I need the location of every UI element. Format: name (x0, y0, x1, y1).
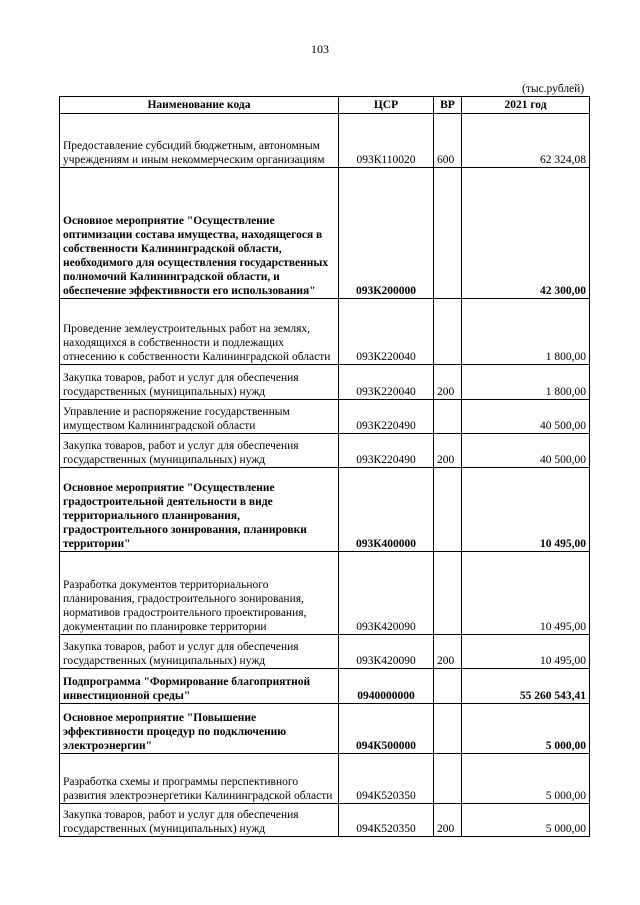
row-sum: 62 324,08 (462, 114, 590, 168)
row-sum: 10 495,00 (462, 468, 590, 552)
table-row (60, 635, 590, 669)
row-vr (434, 468, 462, 552)
row-name: Закупка товаров, работ и услуг для обеспечения государственных (муниципальных) нужд (60, 365, 339, 400)
row-name: Основное мероприятие "Осуществление оптимизации состава имущества, находящегося в собственности Калининградской области, необходимого для осуществления государственных полномочий Калининградской области, и обеспечение эффективности его использования" (60, 168, 339, 299)
table-row (60, 299, 590, 365)
table-row (60, 434, 590, 468)
row-name: Проведение землеустроительных работ на землях, находящихся в собственности и подлежащих отнесению к собственности Калининградской области (60, 299, 339, 365)
row-csr: 094К500000 (339, 704, 434, 754)
row-name: Основное мероприятие "Осуществление градостроительной деятельности в виде территориального планирования, градостроительного зонирования, планировки территории" (60, 468, 339, 552)
row-vr (434, 754, 462, 804)
row-vr (434, 168, 462, 299)
page-number: 103 (311, 42, 329, 56)
table-row (60, 468, 590, 552)
budget-table (59, 96, 590, 837)
row-name: Закупка товаров, работ и услуг для обеспечения государственных (муниципальных) нужд (60, 635, 339, 669)
row-vr: 600 (434, 114, 462, 168)
row-csr: 093К400000 (339, 468, 434, 552)
table-row (60, 669, 590, 704)
row-name: Управление и распоряжение государственным имуществом Калининградской области (60, 400, 339, 434)
table-row (60, 365, 590, 400)
row-name: Предоставление субсидий бюджетным, автономным учреждениям и иным некоммерческим организациям (60, 114, 339, 168)
row-vr (434, 704, 462, 754)
row-sum: 10 495,00 (462, 552, 590, 635)
row-vr: 200 (434, 635, 462, 669)
table-row (60, 114, 590, 168)
header-name: Наименование кода (60, 97, 339, 114)
row-csr: 094К520350 (339, 804, 434, 837)
table-header-row (60, 97, 590, 114)
row-sum: 5 000,00 (462, 804, 590, 837)
row-vr (434, 299, 462, 365)
row-csr: 093К220040 (339, 365, 434, 400)
row-csr: 093К110020 (339, 114, 434, 168)
row-name: Закупка товаров, работ и услуг для обеспечения государственных (муниципальных) нужд (60, 434, 339, 468)
row-sum: 1 800,00 (462, 299, 590, 365)
row-vr (434, 669, 462, 704)
row-sum: 5 000,00 (462, 754, 590, 804)
row-vr: 200 (434, 365, 462, 400)
row-vr (434, 552, 462, 635)
row-csr: 093К420090 (339, 635, 434, 669)
table-row (60, 400, 590, 434)
row-csr: 093К220490 (339, 400, 434, 434)
units-label: (тыс.рублей) (522, 83, 585, 95)
row-sum: 40 500,00 (462, 400, 590, 434)
row-sum: 1 800,00 (462, 365, 590, 400)
row-name: Разработка схемы и программы перспективного развития электроэнергетики Калининградской области (60, 754, 339, 804)
row-csr: 093К220490 (339, 434, 434, 468)
row-name: Закупка товаров, работ и услуг для обеспечения государственных (муниципальных) нужд (60, 804, 339, 837)
table-row (60, 168, 590, 299)
header-csr: ЦСР (339, 97, 434, 114)
row-name: Разработка документов территориального планирования, градостроительного зонирования, нормативов градостроительного проектирования, документации по планировке территории (60, 552, 339, 635)
table-row (60, 754, 590, 804)
row-sum: 5 000,00 (462, 704, 590, 754)
table-row (60, 552, 590, 635)
row-csr: 0940000000 (339, 669, 434, 704)
header-vr: ВР (434, 97, 462, 114)
row-vr: 200 (434, 434, 462, 468)
row-csr: 093К200000 (339, 168, 434, 299)
row-sum: 40 500,00 (462, 434, 590, 468)
row-vr (434, 400, 462, 434)
row-vr: 200 (434, 804, 462, 837)
row-sum: 10 495,00 (462, 635, 590, 669)
row-name: Подпрограмма "Формирование благоприятной инвестиционной среды" (60, 669, 339, 704)
header-sum: 2021 год (462, 97, 590, 114)
table-row (60, 704, 590, 754)
row-csr: 093К420090 (339, 552, 434, 635)
row-csr: 094К520350 (339, 754, 434, 804)
row-sum: 42 300,00 (462, 168, 590, 299)
row-sum: 55 260 543,41 (462, 669, 590, 704)
table-row (60, 804, 590, 837)
row-csr: 093К220040 (339, 299, 434, 365)
row-name: Основное мероприятие "Повышение эффективности процедур по подключению электроэнергии" (60, 704, 339, 754)
